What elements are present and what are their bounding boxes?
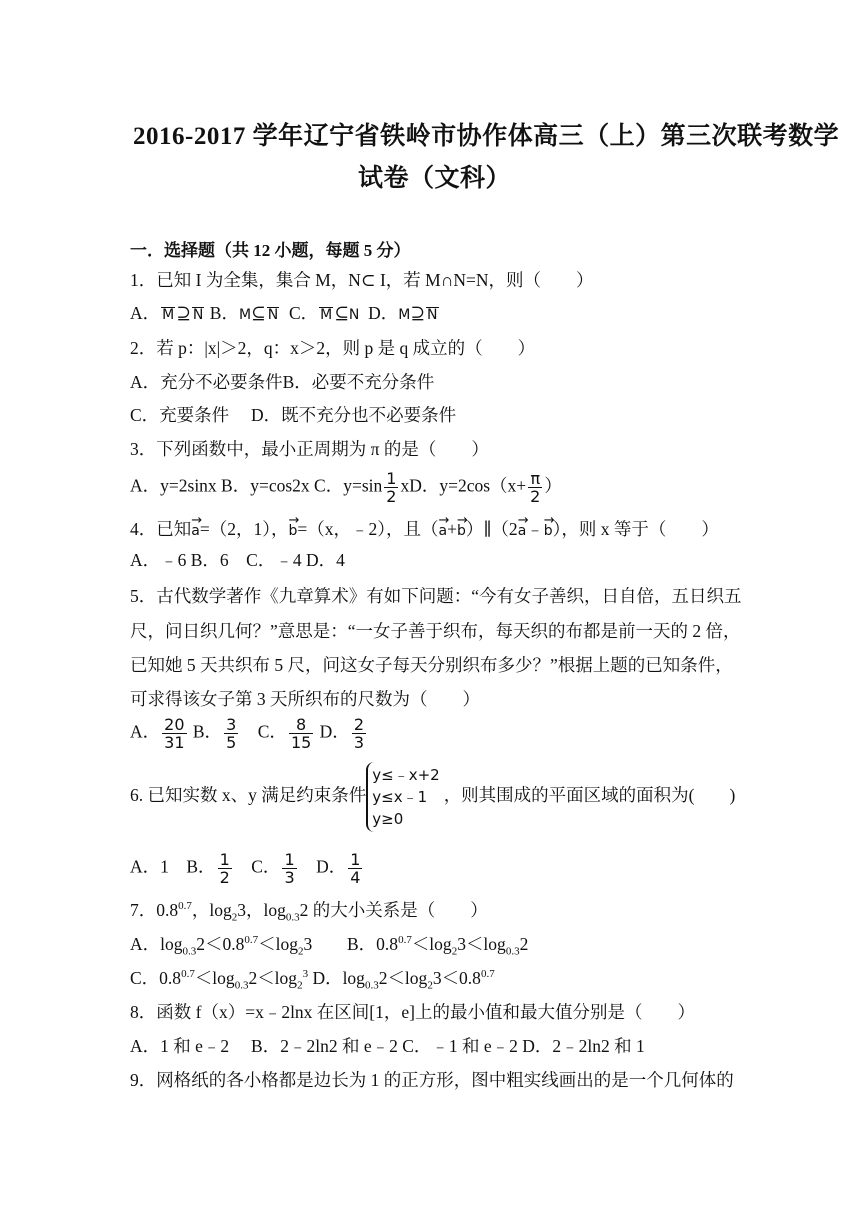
- q7-d: D．log: [312, 968, 365, 988]
- q7-d-sub1: 0.3: [364, 979, 379, 992]
- q4-p1: 4．已知: [130, 519, 192, 539]
- q7-d-sub2: 2: [427, 979, 433, 992]
- q7-s4: 2 的大小关系是（ ）: [299, 900, 488, 920]
- q7-a-t1: 2＜0.8: [196, 934, 245, 954]
- q7-a-t3: 3: [303, 934, 313, 954]
- q4-vector-b-3: → b: [544, 514, 553, 542]
- q6-options: [130, 851, 364, 886]
- q5-c-den: 15: [290, 733, 312, 752]
- q3-c-tail: xD．y=2cos（x+: [400, 475, 527, 496]
- q6-d-den: 4: [350, 868, 361, 887]
- q1-a-set-m: M: [162, 307, 175, 323]
- q4-options: A．﹣6 B．6 C．﹣4 D．4: [130, 550, 345, 570]
- q7-stem: [130, 899, 488, 924]
- q2-options-cd: C．充要条件 D．既不充分也不必要条件: [130, 405, 457, 425]
- q3-options-a: A．y=2sinx B．y=cos2x C．y=sin: [130, 475, 383, 496]
- q1-c-label: C．: [288, 303, 319, 323]
- q4-plus: +: [447, 519, 457, 539]
- q3-d-num: π: [528, 470, 542, 488]
- q5-a-den: 31: [164, 733, 185, 752]
- q1-c-set-m: M: [320, 307, 333, 323]
- q6-c-den: 3: [284, 868, 295, 887]
- q5-line-4: 可求得该女子第 3 天所织布的尺数为（ ）: [130, 689, 480, 709]
- q7-a-sub1: 0.3: [182, 945, 197, 958]
- q8-stem: 8．函数 f（x）=x﹣2lnx 在区间[1，e]上的最小值和最大值分别是（ ）: [130, 1002, 695, 1022]
- q3-stem: 3．下列函数中，最小正周期为 π 的是（ ）: [130, 439, 489, 459]
- q5-line-1: 5．古代数学著作《九章算术》有如下问题：“今有女子善织，日自倍，五日织五: [130, 586, 742, 606]
- q3-d-den: 2: [530, 487, 541, 506]
- q5-d-den: 3: [353, 733, 364, 752]
- q4-vector-a-3: → a: [518, 514, 527, 542]
- q7-b-t2: 3＜log: [457, 934, 506, 954]
- q5-a-num: 20: [164, 715, 185, 734]
- q3-c-num: 1: [386, 469, 397, 488]
- q4-vector-a-2: → a: [438, 514, 447, 542]
- q5-options: [130, 716, 368, 751]
- q7-c-sup2: 3: [302, 968, 309, 981]
- q7-s2: ，log: [191, 900, 232, 920]
- q7-c-t2: 2＜log: [248, 968, 298, 988]
- q4-p5: ），则 x 等于（ ）: [552, 519, 719, 539]
- q7-options-cd: [130, 967, 495, 992]
- q5-b-fraction: [224, 716, 238, 751]
- q6-constraint-2: y≤x﹣1: [372, 788, 428, 806]
- q5-d-num: 2: [353, 715, 364, 734]
- q1-c-set-n: N: [348, 307, 360, 323]
- q5-line-2: 尺，问日织几何？”意思是：“一女子善于织布，每天织的布都是前一天的 2 倍，: [130, 621, 741, 641]
- q6-d-num: 1: [350, 850, 361, 869]
- q7-c-t1: ＜log: [194, 968, 235, 988]
- q4-vector-b-2: → b: [457, 514, 466, 542]
- q1-b-op: ⊆: [251, 303, 266, 323]
- q6-constraint-1: y≤﹣x+2: [372, 766, 440, 784]
- q5-c-fraction: [289, 716, 313, 751]
- q1-c-op: ⊆: [334, 303, 349, 323]
- q7-sup1: 0.7: [178, 900, 192, 913]
- q1-options: [130, 302, 440, 326]
- q5-b-den: 5: [226, 733, 237, 752]
- title-line-2: 试卷（文科）: [358, 165, 512, 192]
- q7-d-t2: 3＜0.8: [432, 968, 481, 988]
- q6-pre: 6. 已知实数 x、y 满足约束条件: [130, 785, 367, 806]
- title-line-1: 2016-2017 学年辽宁省铁岭市协作体高三（上）第三次联考数学: [133, 123, 840, 150]
- q7-a: A．log: [130, 934, 183, 954]
- q7-b-t3: 2: [519, 934, 529, 954]
- q7-a-sup1: 0.7: [244, 934, 259, 947]
- q6-post: ，则其围成的平面区域的面积为( ): [443, 785, 736, 806]
- q4-vector-a: → a: [191, 514, 200, 542]
- q4-p3: =（x，﹣2），且（: [297, 519, 439, 539]
- q5-d-fraction: [352, 716, 366, 751]
- q1-stem: 1．已知 I 为全集，集合 M，N⊂ I，若 M∩N=N，则（ ）: [130, 270, 594, 290]
- q7-s1: 7．0.8: [130, 900, 179, 920]
- q6-b-fraction: [218, 851, 232, 886]
- q5-b-num: 3: [226, 715, 237, 734]
- q1-b-set-m: M: [238, 307, 252, 323]
- q1-a-label: A．: [130, 303, 161, 323]
- q8-options: A．1 和 e﹣2 B．2﹣2ln2 和 e﹣2 C．﹣1 和 e﹣2 D．2﹣2ln2 和 1: [130, 1036, 645, 1056]
- q3-options: [130, 470, 562, 505]
- q7-b: B．0.8: [347, 934, 399, 954]
- q7-a-sub2: 2: [298, 945, 304, 958]
- q7-c: C．0.8: [130, 968, 182, 988]
- q7-sub1: 2: [231, 911, 238, 924]
- q1-d-set-m: M: [398, 307, 411, 323]
- q7-d-t1: 2＜log: [378, 968, 428, 988]
- q5-a-label: A．: [130, 721, 161, 742]
- q6-c-num: 1: [284, 850, 295, 869]
- section-heading: 一．选择题（共 12 小题，每题 5 分）: [130, 241, 411, 260]
- q7-sub2: 0.3: [285, 911, 300, 924]
- q2-options-ab: A．充分不必要条件B．必要不充分条件: [130, 372, 435, 392]
- q3-c-den: 2: [386, 487, 397, 506]
- q7-c-sup1: 0.7: [181, 968, 195, 981]
- q6-d-fraction: [348, 851, 362, 886]
- q6-constraint-system: [366, 762, 443, 832]
- q7-b-t1: ＜log: [411, 934, 452, 954]
- q7-b-sub2: 0.3: [505, 945, 520, 958]
- q3-d-fraction: [528, 470, 542, 505]
- q7-s3: 3，log: [237, 900, 286, 920]
- q1-d-label: D．: [368, 303, 399, 323]
- q1-d-set-n: N: [427, 307, 438, 323]
- q1-a-op: ⊇: [176, 303, 191, 323]
- q4-p2: =（2，1），: [199, 519, 289, 539]
- q7-b-sup1: 0.7: [398, 934, 412, 947]
- q5-c-label: C．: [240, 721, 287, 742]
- q1-d-op: ⊇: [410, 303, 426, 323]
- q6-c-fraction: [282, 851, 296, 886]
- q1-b-label: B．: [209, 303, 239, 323]
- q6-b-num: 1: [219, 850, 230, 869]
- q5-b-label: B．: [188, 721, 223, 742]
- q3-d-tail: ）: [544, 475, 562, 496]
- q3-c-fraction: [384, 470, 398, 505]
- q7-options-ab: [130, 933, 529, 958]
- q5-c-num: 8: [289, 716, 313, 734]
- q6-constraint-3: y≥0: [372, 810, 404, 828]
- q1-a-set-n: N: [192, 307, 204, 323]
- q4-minus: ﹣: [526, 519, 544, 539]
- q7-d-sup1: 0.7: [480, 968, 495, 981]
- q5-d-label: D．: [315, 721, 350, 742]
- q4-p4: ）∥（2: [465, 519, 518, 539]
- q6-stem: [130, 762, 735, 832]
- q6-c: C．: [233, 856, 281, 877]
- q2-stem: 2．若 p：|x|＞2，q：x＞2，则 p 是 q 成立的（ ）: [130, 338, 536, 358]
- q6-d: D．: [298, 856, 347, 877]
- q7-b-sub1: 2: [451, 945, 458, 958]
- q4-vector-b: → b: [288, 514, 297, 542]
- q1-b-set-n: N: [267, 307, 279, 323]
- q9-stem: 9．网格纸的各小格都是边长为 1 的正方形，图中粗实线画出的是一个几何体的: [130, 1070, 734, 1090]
- q6-b-den: 2: [219, 868, 230, 887]
- q7-a-t2: ＜log: [258, 934, 298, 954]
- q7-c-sub1: 0.3: [234, 979, 249, 992]
- q4-stem: [130, 514, 719, 542]
- q7-c-sub2: 2: [297, 979, 303, 992]
- q6-a: A．1 B．: [130, 856, 216, 877]
- q5-a-fraction: [162, 716, 186, 751]
- q5-line-3: 已知她 5 天共织布 5 尺，问这女子每天分别织布多少？”根据上题的已知条件，: [130, 655, 733, 675]
